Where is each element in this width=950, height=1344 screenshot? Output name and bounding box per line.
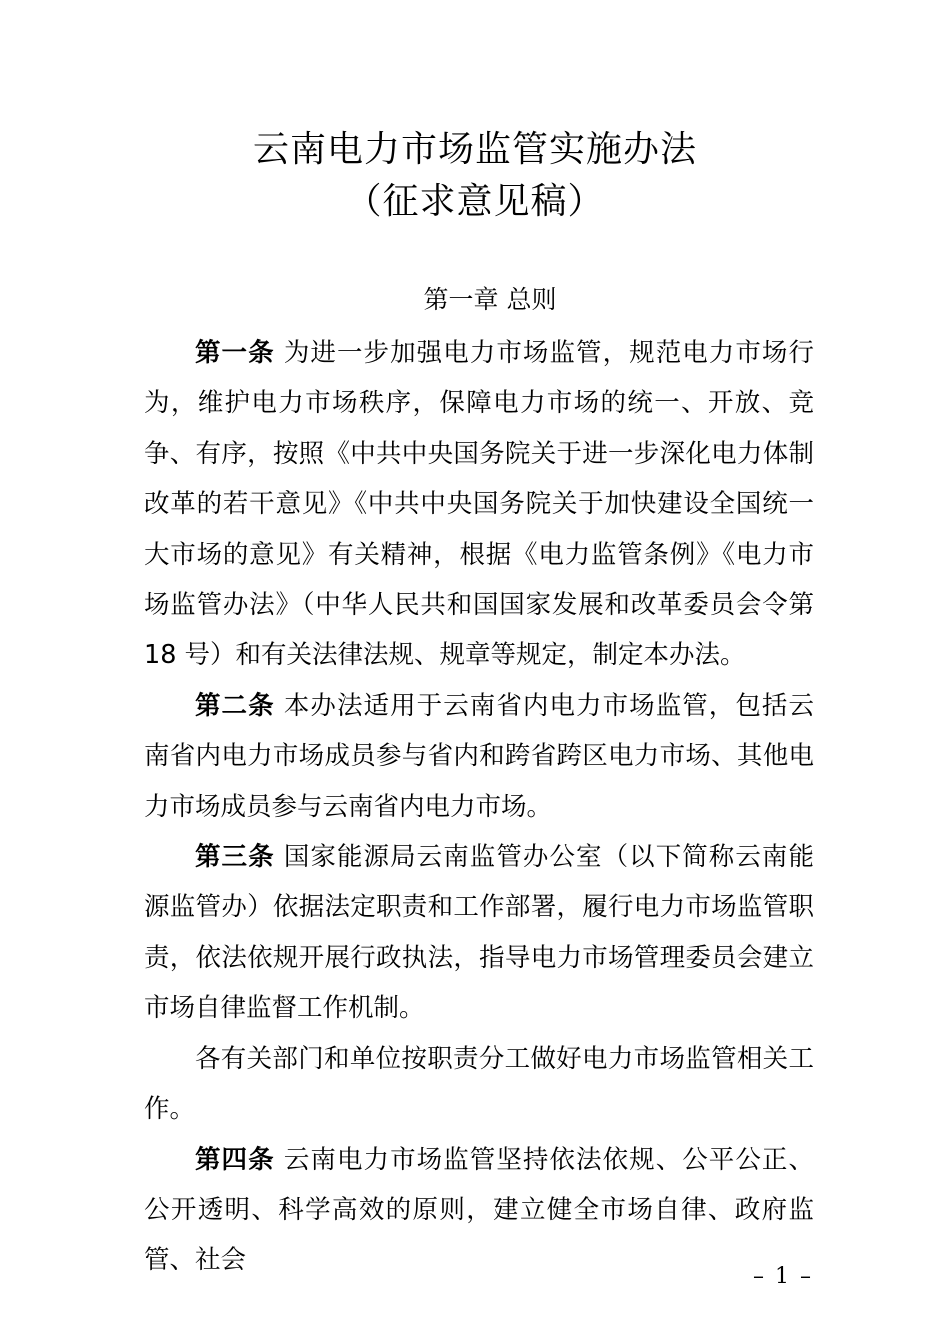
- article-text: 为进一步加强电力市场监管，规范电力市场行为，维护电力市场秩序，保障电力市场的统一、开放、竞争、有序，按照《中共中央国务院关于进一步深化电力体制改革的若干意见》《中共中央国务院关于加快建设全国统一大市场的意见》有关精神，根据《电力监管条例》《电力市场监管办法》（中华人民共和国国家发展和改革委员会令第 18 号）和有关法律法规、规章等规定，制定本办法。: [144, 338, 814, 671]
- article-label: 第四条: [195, 1144, 275, 1175]
- chapter-heading: 第一章 总则: [423, 285, 557, 314]
- article-label: 第二条: [195, 690, 275, 721]
- article-1-paragraph: [144, 328, 814, 681]
- article-label: 第一条: [195, 338, 275, 368]
- article-label: 第三条: [195, 842, 275, 873]
- article-2-paragraph: [144, 681, 814, 832]
- page-number: – 1 –: [753, 1264, 813, 1289]
- article-4-paragraph: [144, 1135, 814, 1286]
- document-subtitle: （征求意见稿）: [345, 181, 605, 222]
- article-text: 本办法适用于云南省内电力市场监管，包括云南省内电力市场成员参与省内和跨省跨区电力市场、其他电力市场成员参与云南省内电力市场。: [144, 690, 814, 822]
- article-text: 云南电力市场监管坚持依法依规、公平公正、公开透明、科学高效的原则，建立健全市场自律、政府监管、社会: [144, 1144, 814, 1276]
- article-text: 各有关部门和单位按职责分工做好电力市场监管相关工作。: [144, 1043, 814, 1125]
- article-3-continuation-paragraph: [144, 1034, 814, 1135]
- article-3-paragraph: [144, 832, 814, 1034]
- document-body: [144, 328, 814, 1286]
- article-text: 国家能源局云南监管办公室（以下简称云南能源监管办）依据法定职责和工作部署，履行电力市场监管职责，依法依规开展行政执法，指导电力市场管理委员会建立市场自律监督工作机制。: [144, 842, 814, 1024]
- document-title: 云南电力市场监管实施办法: [252, 129, 697, 170]
